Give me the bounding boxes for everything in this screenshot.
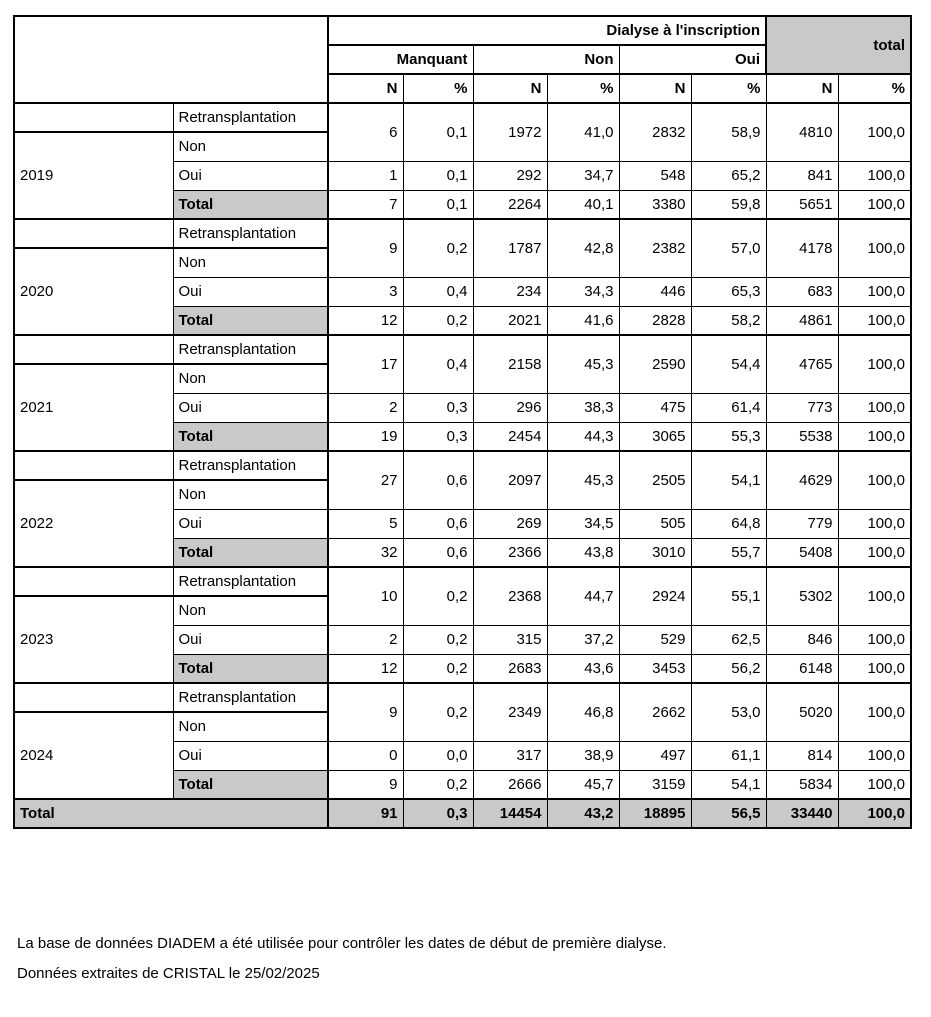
value-cell: 12	[328, 306, 403, 335]
value-cell: 55,7	[691, 538, 766, 567]
row-label-non: Non	[173, 480, 328, 509]
value-cell: 234	[473, 277, 547, 306]
year-label: 2024	[14, 712, 173, 799]
value-cell: 2366	[473, 538, 547, 567]
row-label-non: Non	[173, 596, 328, 625]
value-cell: 779	[766, 509, 838, 538]
value-cell: 32	[328, 538, 403, 567]
value-cell: 9	[328, 770, 403, 799]
value-cell: 61,1	[691, 741, 766, 770]
value-cell: 5408	[766, 538, 838, 567]
year-spacer-cell	[14, 103, 173, 132]
footnotes	[17, 929, 931, 989]
value-cell: 0,3	[403, 422, 473, 451]
value-cell: 12	[328, 654, 403, 683]
value-cell: 34,7	[547, 161, 619, 190]
row-label-oui: Oui	[173, 625, 328, 654]
value-cell: 841	[766, 161, 838, 190]
row-label-non: Non	[173, 132, 328, 161]
value-cell: 2021	[473, 306, 547, 335]
value-cell: 1787	[473, 219, 547, 277]
value-cell: 0,2	[403, 625, 473, 654]
value-cell: 9	[328, 683, 403, 741]
value-cell: 56,5	[691, 799, 766, 828]
value-cell: 2832	[619, 103, 691, 161]
value-cell: 6	[328, 103, 403, 161]
value-cell: 100,0	[838, 161, 911, 190]
value-cell: 475	[619, 393, 691, 422]
value-cell: 61,4	[691, 393, 766, 422]
value-cell: 59,8	[691, 190, 766, 219]
value-cell: 100,0	[838, 103, 911, 161]
value-cell: 100,0	[838, 393, 911, 422]
value-cell: 4178	[766, 219, 838, 277]
row-label-total: Total	[173, 770, 328, 799]
value-cell: 683	[766, 277, 838, 306]
value-cell: 100,0	[838, 509, 911, 538]
n-header: N	[766, 74, 838, 103]
value-cell: 2	[328, 625, 403, 654]
value-cell: 38,9	[547, 741, 619, 770]
value-cell: 0,2	[403, 683, 473, 741]
value-cell: 2590	[619, 335, 691, 393]
row-label-oui: Oui	[173, 509, 328, 538]
value-cell: 3	[328, 277, 403, 306]
subgroup-manquant: Manquant	[328, 45, 473, 74]
value-cell: 3010	[619, 538, 691, 567]
row-label-total: Total	[173, 654, 328, 683]
value-cell: 55,3	[691, 422, 766, 451]
value-cell: 53,0	[691, 683, 766, 741]
value-cell: 100,0	[838, 683, 911, 741]
value-cell: 100,0	[838, 306, 911, 335]
value-cell: 65,2	[691, 161, 766, 190]
value-cell: 529	[619, 625, 691, 654]
value-cell: 100,0	[838, 770, 911, 799]
value-cell: 2454	[473, 422, 547, 451]
value-cell: 846	[766, 625, 838, 654]
value-cell: 58,9	[691, 103, 766, 161]
value-cell: 7	[328, 190, 403, 219]
table-row	[14, 103, 911, 132]
value-cell: 773	[766, 393, 838, 422]
value-cell: 2683	[473, 654, 547, 683]
value-cell: 317	[473, 741, 547, 770]
value-cell: 34,5	[547, 509, 619, 538]
footnote-extraction: Données extraites de CRISTAL le 25/02/2025	[17, 965, 320, 982]
value-cell: 5302	[766, 567, 838, 625]
value-cell: 5020	[766, 683, 838, 741]
row-label-retransplantation: Retransplantation	[173, 219, 328, 248]
grand-total-label: Total	[14, 799, 328, 828]
value-cell: 100,0	[838, 741, 911, 770]
value-cell: 46,8	[547, 683, 619, 741]
value-cell: 100,0	[838, 799, 911, 828]
value-cell: 43,6	[547, 654, 619, 683]
row-label-total: Total	[173, 306, 328, 335]
value-cell: 0,6	[403, 538, 473, 567]
value-cell: 0,4	[403, 335, 473, 393]
grand-total-row	[14, 799, 911, 828]
pct-header: %	[403, 74, 473, 103]
n-header: N	[619, 74, 691, 103]
row-label-non: Non	[173, 712, 328, 741]
row-label-retransplantation: Retransplantation	[173, 567, 328, 596]
value-cell: 0,2	[403, 567, 473, 625]
year-label: 2022	[14, 480, 173, 567]
value-cell: 505	[619, 509, 691, 538]
value-cell: 5538	[766, 422, 838, 451]
value-cell: 43,2	[547, 799, 619, 828]
row-label-retransplantation: Retransplantation	[173, 451, 328, 480]
row-label-non: Non	[173, 364, 328, 393]
row-label-non: Non	[173, 248, 328, 277]
value-cell: 814	[766, 741, 838, 770]
n-header: N	[473, 74, 547, 103]
value-cell: 2828	[619, 306, 691, 335]
corner-cell	[14, 16, 328, 103]
value-cell: 548	[619, 161, 691, 190]
value-cell: 0,2	[403, 654, 473, 683]
value-cell: 44,3	[547, 422, 619, 451]
n-header: N	[328, 74, 403, 103]
year-spacer-cell	[14, 451, 173, 480]
value-cell: 43,8	[547, 538, 619, 567]
value-cell: 0,1	[403, 190, 473, 219]
row-label-retransplantation: Retransplantation	[173, 683, 328, 712]
value-cell: 40,1	[547, 190, 619, 219]
value-cell: 41,0	[547, 103, 619, 161]
pct-header: %	[691, 74, 766, 103]
year-spacer-cell	[14, 567, 173, 596]
value-cell: 2264	[473, 190, 547, 219]
value-cell: 2382	[619, 219, 691, 277]
value-cell: 45,3	[547, 335, 619, 393]
value-cell: 65,3	[691, 277, 766, 306]
value-cell: 18895	[619, 799, 691, 828]
value-cell: 91	[328, 799, 403, 828]
value-cell: 9	[328, 219, 403, 277]
value-cell: 6148	[766, 654, 838, 683]
year-label: 2021	[14, 364, 173, 451]
value-cell: 3065	[619, 422, 691, 451]
value-cell: 2666	[473, 770, 547, 799]
value-cell: 37,2	[547, 625, 619, 654]
value-cell: 57,0	[691, 219, 766, 277]
value-cell: 269	[473, 509, 547, 538]
value-cell: 296	[473, 393, 547, 422]
total-column-header: total	[766, 16, 911, 74]
year-spacer-cell	[14, 335, 173, 364]
year-label: 2019	[14, 132, 173, 219]
table-row	[14, 451, 911, 480]
value-cell: 2158	[473, 335, 547, 393]
value-cell: 64,8	[691, 509, 766, 538]
year-spacer-cell	[14, 683, 173, 712]
value-cell: 10	[328, 567, 403, 625]
value-cell: 5	[328, 509, 403, 538]
value-cell: 3380	[619, 190, 691, 219]
value-cell: 33440	[766, 799, 838, 828]
value-cell: 100,0	[838, 335, 911, 393]
row-label-oui: Oui	[173, 277, 328, 306]
value-cell: 2349	[473, 683, 547, 741]
value-cell: 54,4	[691, 335, 766, 393]
value-cell: 2368	[473, 567, 547, 625]
value-cell: 45,3	[547, 451, 619, 509]
value-cell: 0,1	[403, 103, 473, 161]
value-cell: 5834	[766, 770, 838, 799]
row-label-oui: Oui	[173, 393, 328, 422]
value-cell: 4861	[766, 306, 838, 335]
value-cell: 17	[328, 335, 403, 393]
value-cell: 100,0	[838, 625, 911, 654]
value-cell: 0,1	[403, 161, 473, 190]
value-cell: 292	[473, 161, 547, 190]
value-cell: 0,6	[403, 451, 473, 509]
value-cell: 100,0	[838, 538, 911, 567]
value-cell: 4765	[766, 335, 838, 393]
value-cell: 54,1	[691, 770, 766, 799]
value-cell: 1	[328, 161, 403, 190]
value-cell: 56,2	[691, 654, 766, 683]
value-cell: 5651	[766, 190, 838, 219]
value-cell: 446	[619, 277, 691, 306]
row-label-total: Total	[173, 190, 328, 219]
value-cell: 0,2	[403, 770, 473, 799]
value-cell: 100,0	[838, 190, 911, 219]
header-row-group	[14, 16, 911, 45]
value-cell: 27	[328, 451, 403, 509]
row-label-retransplantation: Retransplantation	[173, 335, 328, 364]
row-label-total: Total	[173, 538, 328, 567]
value-cell: 55,1	[691, 567, 766, 625]
table-header	[14, 16, 911, 103]
value-cell: 58,2	[691, 306, 766, 335]
value-cell: 2505	[619, 451, 691, 509]
row-label-oui: Oui	[173, 741, 328, 770]
value-cell: 1972	[473, 103, 547, 161]
year-label: 2023	[14, 596, 173, 683]
table-row	[14, 219, 911, 248]
value-cell: 38,3	[547, 393, 619, 422]
row-label-oui: Oui	[173, 161, 328, 190]
value-cell: 0,6	[403, 509, 473, 538]
dialysis-table	[13, 15, 912, 829]
value-cell: 4810	[766, 103, 838, 161]
value-cell: 0,4	[403, 277, 473, 306]
value-cell: 2097	[473, 451, 547, 509]
table-row	[14, 683, 911, 712]
value-cell: 0,2	[403, 306, 473, 335]
year-spacer-cell	[14, 219, 173, 248]
footnote-database: La base de données DIADEM a été utilisée pour contrôler les dates de début de première dialyse.	[17, 935, 667, 952]
value-cell: 0,2	[403, 219, 473, 277]
value-cell: 0	[328, 741, 403, 770]
value-cell: 315	[473, 625, 547, 654]
value-cell: 3453	[619, 654, 691, 683]
value-cell: 100,0	[838, 219, 911, 277]
pct-header: %	[547, 74, 619, 103]
value-cell: 0,3	[403, 393, 473, 422]
value-cell: 0,3	[403, 799, 473, 828]
table-body	[14, 103, 911, 828]
value-cell: 2	[328, 393, 403, 422]
year-label: 2020	[14, 248, 173, 335]
value-cell: 4629	[766, 451, 838, 509]
value-cell: 0,0	[403, 741, 473, 770]
value-cell: 497	[619, 741, 691, 770]
value-cell: 54,1	[691, 451, 766, 509]
table-row	[14, 335, 911, 364]
subgroup-oui: Oui	[619, 45, 766, 74]
column-group-title: Dialyse à l'inscription	[328, 16, 766, 45]
value-cell: 62,5	[691, 625, 766, 654]
value-cell: 100,0	[838, 567, 911, 625]
value-cell: 34,3	[547, 277, 619, 306]
row-label-retransplantation: Retransplantation	[173, 103, 328, 132]
value-cell: 45,7	[547, 770, 619, 799]
value-cell: 2662	[619, 683, 691, 741]
value-cell: 100,0	[838, 451, 911, 509]
table-row	[14, 567, 911, 596]
value-cell: 41,6	[547, 306, 619, 335]
pct-header: %	[838, 74, 911, 103]
row-label-total: Total	[173, 422, 328, 451]
value-cell: 3159	[619, 770, 691, 799]
value-cell: 19	[328, 422, 403, 451]
value-cell: 100,0	[838, 654, 911, 683]
subgroup-non: Non	[473, 45, 619, 74]
value-cell: 100,0	[838, 277, 911, 306]
value-cell: 100,0	[838, 422, 911, 451]
value-cell: 2924	[619, 567, 691, 625]
value-cell: 42,8	[547, 219, 619, 277]
value-cell: 14454	[473, 799, 547, 828]
value-cell: 44,7	[547, 567, 619, 625]
